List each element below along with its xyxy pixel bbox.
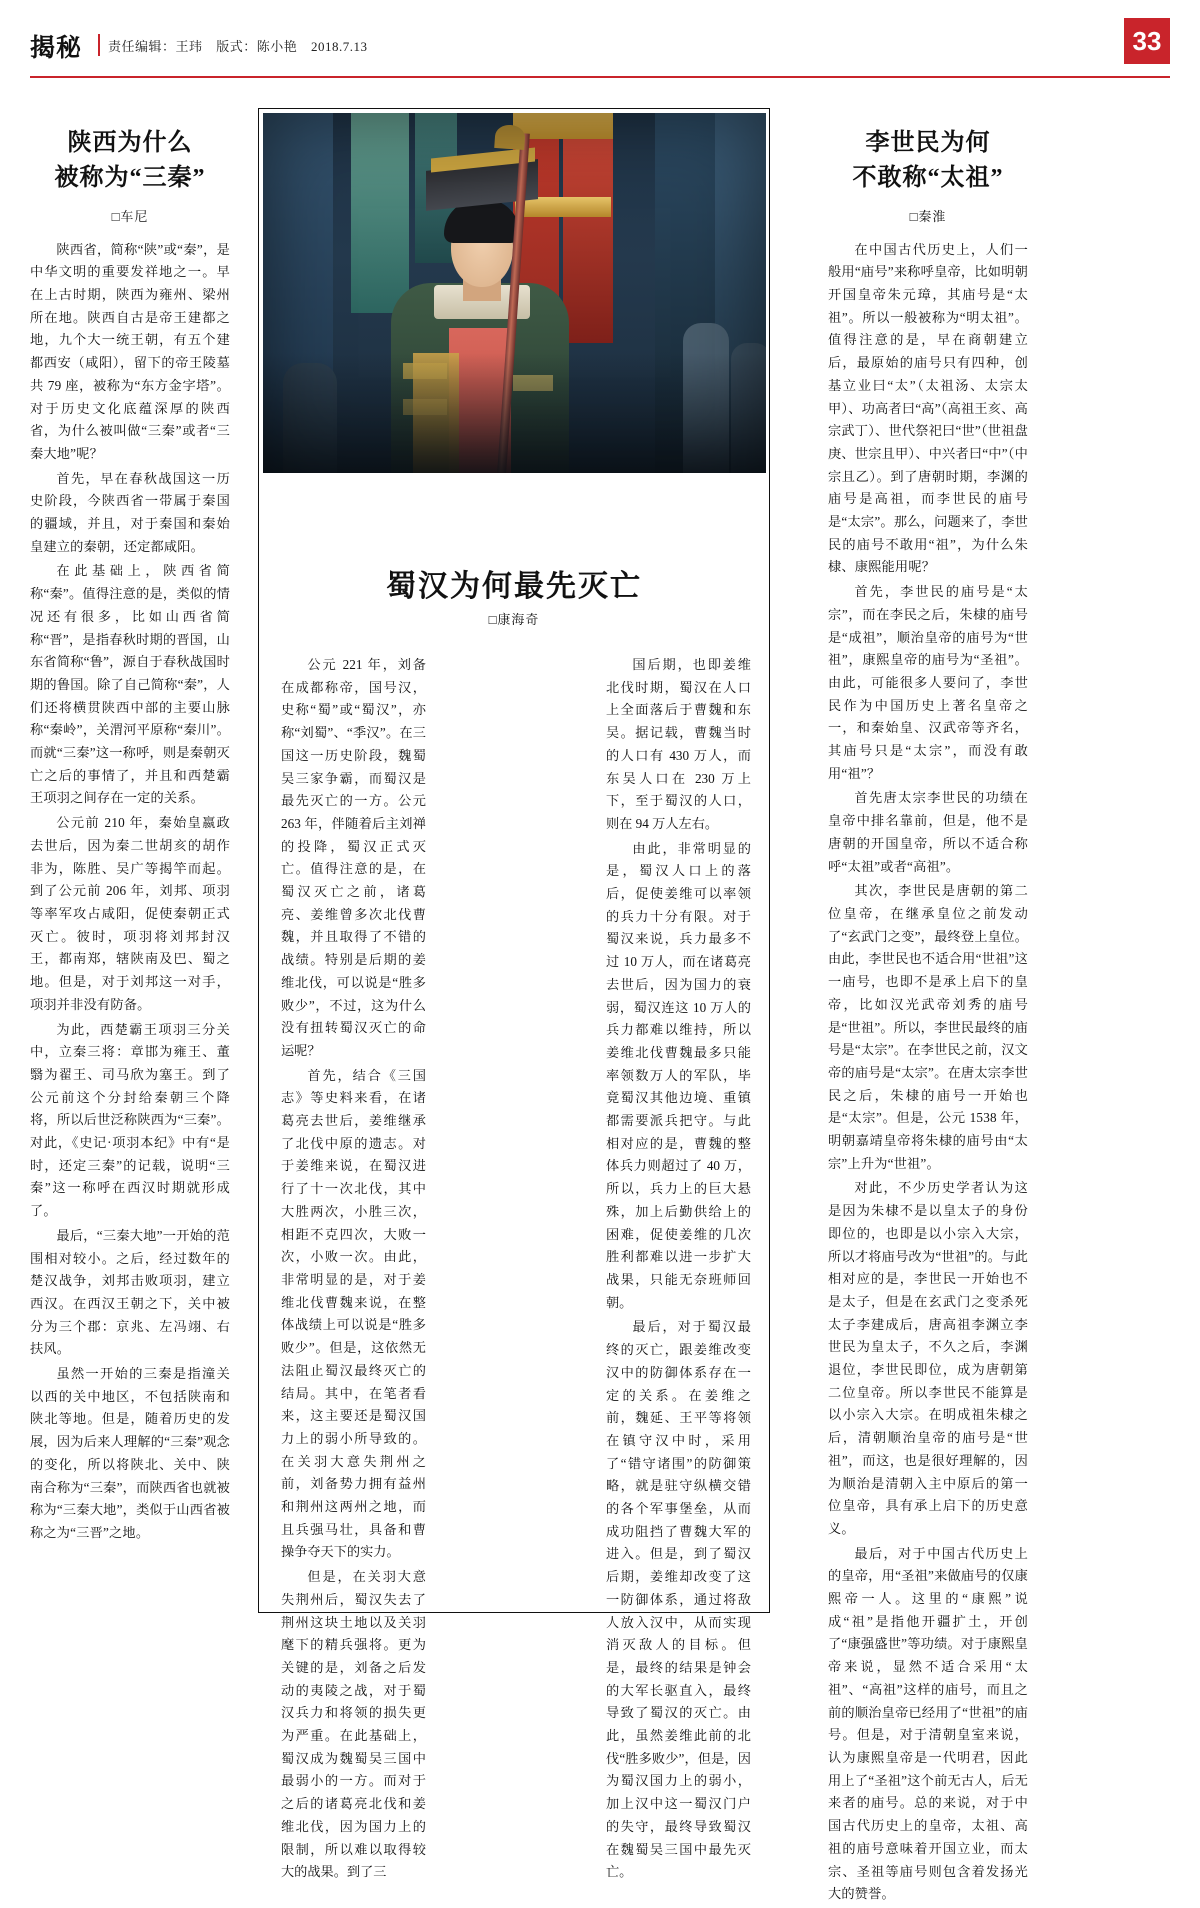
paragraph: 公元 221 年，刘备在成都称帝，国号汉，史称“蜀”或“蜀汉”，亦称“刘蜀”、“季汉”。在三国这一历史阶段，魏蜀吴三家争霸，而蜀汉是最先灭亡的一方。公元 263 年，伴随着后主刘禅的投降，蜀汉正式灭亡。值得注意的是，在蜀汉灭亡之前，诸葛亮、姜维曾多次北伐曹魏，并且取得了不错的战绩。特别是后期的姜维北伐，可以说是“胜多败少”，不过，这为什么没有扭转蜀汉灭亡的命运呢？ [281,657,426,1058]
masthead-meta [108,36,378,55]
headline-line-2: 不敢称“太祖” [852,164,1004,191]
photo-canvas [263,113,766,473]
photo-vignette [263,113,766,473]
right-article-body [828,239,1028,1906]
right-article [828,108,1028,1908]
page-number: 33 [1124,18,1170,64]
feature-photo [263,113,766,473]
right-article-byline: □秦淮 [909,208,947,224]
paragraph: 由此，非常明显的是，蜀汉人口上的落后，促使姜维可以率领的兵力十分有限。对于蜀汉来说，兵力最多不过 10 万人，而在诸葛亮去世后，因为国力的衰弱，蜀汉连这 10 万人的兵力都难以维持，所以姜维北伐曹魏最多只能率领数万人的军队，毕竟蜀汉其他边境、重镇都需要派兵把守。与此相对应的是，曹魏的整体兵力则超过了 40 万，所以，兵力上的巨大悬殊，加上后勤供给上的困难，促使姜维的几次胜利都难以进一步扩大战果，只能无奈班师回朝。 [606,840,751,1310]
paragraph: 国后期，也即姜维北伐时期，蜀汉在人口上全面落后于曹魏和东吴。据记载，曹魏当时的人口有 430 万人，而东吴人口在 230 万上下，至于蜀汉的人口，则在 94 万人左右。 [606,657,751,831]
masthead [30,22,1170,70]
left-article-body [30,239,230,1545]
section-title: 揭秘 [30,35,83,62]
right-article-headline [828,126,1028,196]
feature-byline: □康海奇 [488,612,540,627]
headline-line-1: 李世民为何 [865,130,991,156]
paragraph: 首先唐太宗李世民的功绩在皇帝中排名靠前，但是，他不是唐朝的开国皇帝，所以不适合称呼“太祖”或者“高祖”。 [828,790,1028,874]
masthead-divider [98,34,100,56]
masthead-rule [30,76,1170,78]
paragraph: 在中国古代历史上，人们一般用“庙号”来称呼皇帝，比如明朝开国皇帝朱元璋，其庙号是“太祖”。所以一般被称为“明太祖”。值得注意的是，早在商朝建立后，最原始的庙号只有四种，创基立业曰“太”（太祖汤、太宗太甲）、功高者曰“高”（高祖王亥、高宗武丁）、世代祭祀曰“世”（世祖盘庚、世宗且甲）、中兴者曰“中”（中宗且乙）。到了唐朝时期，李渊的庙号是高祖，而李世民的庙号是“太宗”。那么，问题来了，李世民的庙号不敢用“祖”，为什么朱棣、康熙能用呢？ [828,241,1028,575]
headline-line-1: 陕西为什么 [67,130,193,156]
paragraph: 其次，李世民是唐朝的第二位皇帝，在继承皇位之前发动了“玄武门之变”，最终登上皇位。由此，李世民也不适合用“世祖”这一庙号，也即不是承上启下的皇帝，比如汉光武帝刘秀的庙号是“世祖”。所以，李世民最终的庙号是“太宗”。在李世民之前，汉文帝的庙号是“太宗”。在唐太宗李世民之后，朱棣的庙号一开始也是“太宗”。但是，公元 1538 年，明朝嘉靖皇帝将朱棣的庙号由“太宗”上升为“世祖”。 [828,883,1028,1171]
layout-label: 版式：陈小艳 [216,39,298,54]
left-article-headline [30,126,230,196]
paragraph: 最后，对于中国古代历史上的皇帝，用“圣祖”来做庙号的仅康熙帝一人。这里的“康熙”说成“祖”是指他开疆扩土，开创了“康强盛世”等功绩。对于康熙皇帝来说，显然不适合采用“太祖”、“高祖”这样的庙号，而且之前的顺治皇帝已经用了“世祖”的庙号。但是，对于清朝皇室来说，认为康熙皇帝是一代明君，因此用上了“圣祖”这个前无古人，后无来者的庙号。总的来说，对于中国古代历史上的皇帝，太祖、高祖的庙号意味着开国立业，而太宗、圣祖等庙号则包含着发扬光大的赞誉。 [828,1545,1028,1902]
paragraph: 但是，在关羽大意失荆州后，蜀汉失去了荆州这块土地以及关羽麾下的精兵强将。更为关键的是，刘备之后发动的夷陵之战，对于蜀汉兵力和将领的损失更为严重。在此基础上，蜀汉成为魏蜀吴三国中最弱小的一方。而对于之后的诸葛亮北伐和姜维北伐，因为国力上的限制，所以难以取得较大的战果。到了三 [281,1569,426,1880]
paragraph: 首先，李世民的庙号是“太宗”，而在李民之后，朱棣的庙号是“成祖”，顺治皇帝的庙号为“世祖”，康熙皇帝的庙号为“圣祖”。由此，可能很多人要问了，李世民作为中国历史上著名皇帝之一，和秦始皇、汉武帝等齐名，其庙号只是“太宗”，而没有敢用“祖”？ [828,584,1028,781]
headline-line-2: 被称为“三秦” [54,164,206,191]
feature-article [258,108,770,1880]
editor-label: 责任编辑：王玮 [108,39,203,54]
paragraph: 对此，不少历史学者认为这是因为朱棣不是以皇太子的身份即位的，也即是以小宗入大宗，所以才将庙号改为“世祖”的。与此相对应的是，李世民一开始也不是太子，但是在玄武门之变杀死太子李建成后，唐高祖李渊立李世民为皇太子，不久之后，李渊退位，李世民即位，成为唐朝第二位皇帝。所以李世民不能算是以小宗入大宗。在明成祖朱棣之后，清朝顺治皇帝的庙号是“世祖”，而这，也是很好理解的，因为顺治是清朝入主中原后的第一位皇帝，具有承上启下的历史意义。 [828,1180,1028,1536]
paragraph: 最后，对于蜀汉最终的灭亡，跟姜维改变汉中的防御体系存在一定的关系。在姜维之前，魏延、王平等将领在镇守汉中时，采用了“错守诸围”的防御策略，就是驻守纵横交错的各个军事堡垒，从而成功阻挡了曹魏大军的进入。但是，到了蜀汉后期，姜维却改变了这一防御体系，通过将敌人放入汉中，从而实现消灭敌人的目标。但是，最终的结果是钟会的大军长驱直入，最终导致了蜀汉的灭亡。由此，虽然姜维此前的北伐“胜多败少”，但是，因为蜀汉国力上的弱小，加上汉中这一蜀汉门户的失守，最终导致蜀汉在魏蜀吴三国中最先灭亡。 [606,1319,751,1880]
paragraph: 在此基础上，陕西省简称“秦”。值得注意的是，类似的情况还有很多，比如山西省简称“晋”，是指春秋时期的晋国，山东省简称“鲁”，源自于春秋战国时期的鲁国。除了自己简称“秦”，人们还将横贯陕西中部的主要山脉称“秦岭”，关渭河平原称“秦川”。而就“三秦”这一称呼，则是秦朝灭亡之后的事情了，并且和西楚霸王项羽之间存在一定的关系。 [30,563,230,806]
publication-date: 2018.7.13 [311,39,368,54]
feature-column-1 [281,654,426,1880]
feature-body [281,654,751,1880]
left-article [30,108,230,1547]
paragraph: 首先，早在春秋战国这一历史阶段，今陕西省一带属于秦国的疆域，并且，对于秦国和秦始皇建立的秦朝，还定都咸阳。 [30,470,230,554]
paragraph: 最后，“三秦大地”一开始的范围相对较小。之后，经过数年的楚汉战争，刘邦击败项羽，建立西汉。在西汉王朝之下，关中被分为三个郡：京兆、左冯翊、右扶风。 [30,1227,230,1357]
paragraph: 陕西省，简称“陕”或“秦”，是中华文明的重要发祥地之一。早在上古时期，陕西为雍州、梁州所在地。陕西自古是帝王建都之地，九个大一统王朝，有五个建都西安（咸阳），留下的帝王陵墓共 79 座，被称为“东方金字塔”。对于历史文化底蕴深厚的陕西省，为什么被叫做“三秦”或者“三秦大地”呢？ [30,241,230,461]
paragraph: 为此，西楚霸王项羽三分关中，立秦三将：章邯为雍王、董翳为翟王、司马欣为塞王。到了公元前这个分封给秦朝三个降将，所以后世泛称陕西为“三秦”。对此，《史记·项羽本纪》中有“是时，还定三秦”的记载，说明“三秦”这一称呼在西汉时期就形成了。 [30,1021,230,1219]
paragraph: 公元前 210 年，秦始皇嬴政去世后，因为秦二世胡亥的胡作非为，陈胜、吴广等揭竿而起。到了公元前 206 年，刘邦、项羽等率军攻占咸阳，促使秦朝正式灭亡。彼时，项羽将刘邦封汉王，都南郑，辖陕南及巴、蜀之地。但是，对于刘邦这一对手，项羽并非没有防备。 [30,815,230,1012]
left-article-byline: □车尼 [111,208,149,224]
feature-column-2 [606,654,751,1880]
feature-headline: 蜀汉为何最先灭亡 [386,570,642,603]
paragraph: 虽然一开始的三秦是指潼关以西的关中地区，不包括陕南和陕北等地。但是，随着历史的发展，因为后来人理解的“三秦”观念的变化，所以将陕北、关中、陕南合称为“三秦”，而陕西省也就被称为“三秦大地”，类似于山西省被称之为“三晋”之地。 [30,1366,230,1540]
paragraph: 首先，结合《三国志》等史料来看，在诸葛亮去世后，姜维继承了北伐中原的遗志。对于姜维来说，在蜀汉进行了十一次北伐，其中大胜两次，小胜三次，相距不克四次，大败一次，小败一次。由此，非常明显的是，对于姜维北伐曹魏来说，在整体战绩上可以说是“胜多败少”。但是，这依然无法阻止蜀汉最终灭亡的结局。其中，在笔者看来，这主要还是蜀汉国力上的弱小所导致的。在关羽大意失荆州之前，刘备势力拥有益州和荆州这两州之地，而且兵强马壮，具备和曹操争夺天下的实力。 [281,1067,426,1560]
